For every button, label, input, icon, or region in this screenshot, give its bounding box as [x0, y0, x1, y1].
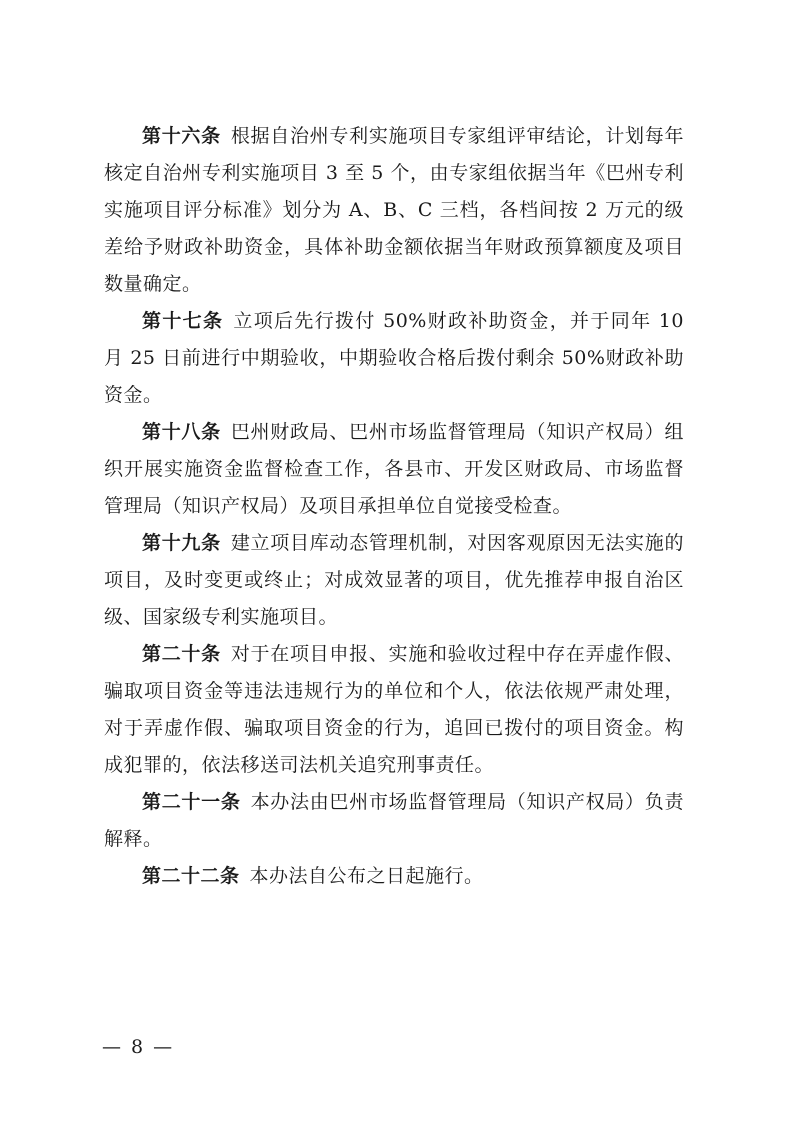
article-number: 第二十二条	[142, 865, 240, 887]
article-text: 建立项目库动态管理机制，对因客观原因无法实施的项目，及时变更或终止；对成效显著的项目，优先推荐申报自治区级、国家级专利实施项目。	[104, 532, 684, 628]
article-16	[104, 118, 684, 303]
article-22	[104, 858, 684, 895]
article-number: 第十八条	[142, 421, 221, 443]
article-number: 第二十一条	[142, 791, 241, 813]
article-text: 根据自治州专利实施项目专家组评审结论，计划每年核定自治州专利实施项目 3 至 5 个，由专家组依据当年《巴州专利实施项目评分标准》划分为 A、B、C 三档，各档间按 2 万元的级差给予财政补助资金，具体补助金额依据当年财政预算额度及项目数量确定。	[104, 125, 684, 295]
article-text: 立项后先行拨付 50%财政补助资金，并于同年 10 月 25 日前进行中期验收，中期验收合格后拨付剩余 50%财政补助资金。	[104, 310, 684, 406]
article-text: 本办法由巴州市场监督管理局（知识产权局）负责解释。	[104, 791, 684, 850]
article-text: 对于在项目申报、实施和验收过程中存在弄虚作假、骗取项目资金等违法违规行为的单位和个人，依法依规严肃处理，对于弄虚作假、骗取项目资金的行为，追回已拨付的项目资金。构成犯罪的，依法移送司法机关追究刑事责任。	[104, 643, 684, 776]
article-21	[104, 784, 684, 858]
article-19	[104, 525, 684, 636]
article-20	[104, 636, 684, 784]
article-17	[104, 303, 684, 414]
article-number: 第十六条	[142, 125, 221, 147]
page-number: — 8 —	[102, 1036, 175, 1058]
article-number: 第二十条	[142, 643, 221, 665]
article-18	[104, 414, 684, 525]
article-number: 第十七条	[142, 310, 224, 332]
article-list	[104, 118, 684, 895]
article-text: 本办法自公布之日起施行。	[249, 865, 484, 887]
article-number: 第十九条	[142, 532, 221, 554]
article-text: 巴州财政局、巴州市场监督管理局（知识产权局）组织开展实施资金监督检查工作，各县市、开发区财政局、市场监督管理局（知识产权局）及项目承担单位自觉接受检查。	[104, 421, 684, 517]
